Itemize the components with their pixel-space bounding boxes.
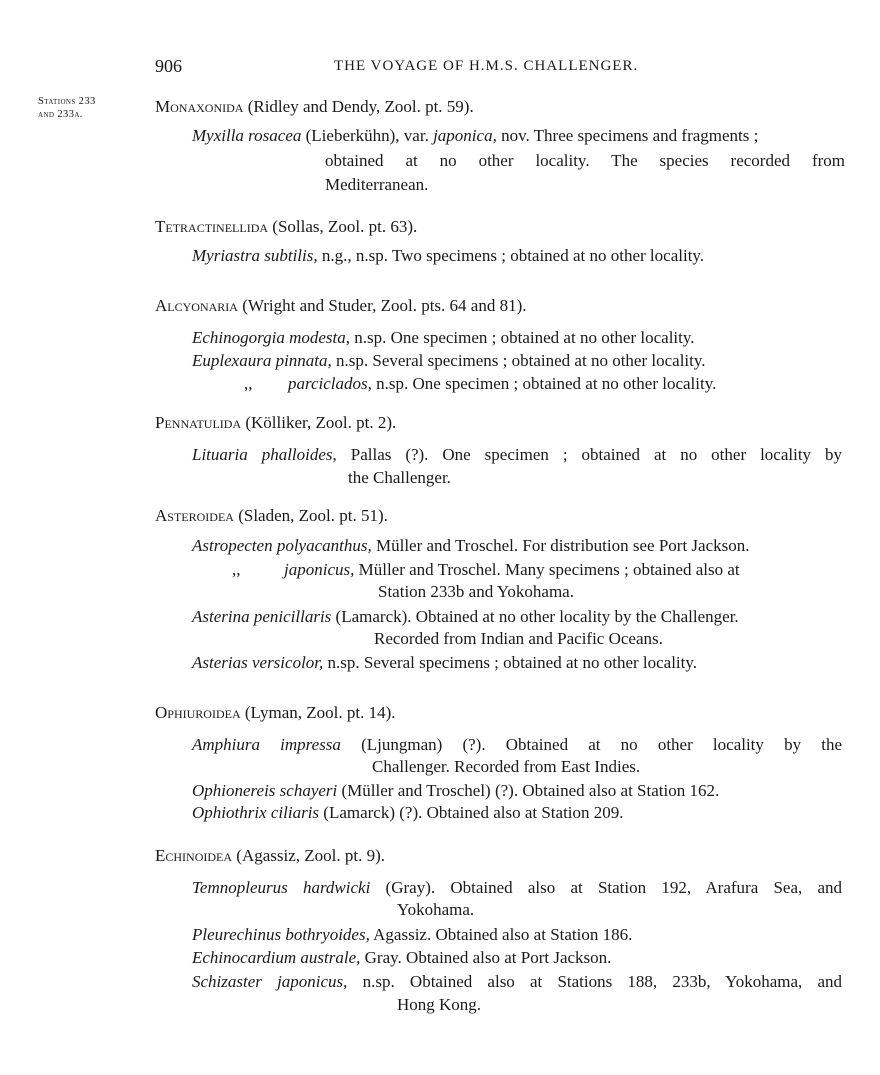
sidenote-stations-cont: and 233a. [38,109,83,120]
species-note: (Gray). Obtained also at Station 192, Arafura Sea, and [385,878,843,897]
species-entry [192,972,842,992]
species-note: Pallas (?). One specimen ; obtained at no other locality by [350,445,843,464]
species-note: n.sp. One specimen ; obtained at no other locality. [354,328,695,347]
group-name: Asteroidea [155,506,234,525]
species-entry [288,374,716,394]
species-name: Schizaster japonicus, [192,972,348,991]
section-heading-monaxonida [155,97,474,117]
species-name: Amphiura impressa [192,735,341,754]
species-entry [192,328,695,348]
species-name: Myxilla rosacea [192,126,302,145]
sidenote-stations: Stations 233 [38,96,96,107]
species-name: Lituaria phalloides, [192,445,337,464]
species-note: n.g., n.sp. Two specimens ; obtained at no other locality. [321,246,705,265]
species-note: (Müller and Troschel) (?). Obtained also at Station 162. [341,781,720,800]
section-heading-alcyonaria [155,296,527,316]
species-name: Myriastra subtilis, [192,246,318,265]
species-note: n.sp. Obtained also at Stations 188, 233b, Yokohama, and [362,972,843,991]
species-note: n.sp. One specimen ; obtained at no other locality. [376,374,717,393]
species-note-cont: Challenger. Recorded from East Indies. [372,757,641,776]
species-entry [192,445,842,465]
species-name: Ophionereis schayeri [192,781,338,800]
species-entry [284,560,740,580]
species-name: Ophiothrix ciliaris [192,803,320,822]
group-reference: (Lyman, Zool. pt. 14). [244,703,396,722]
species-name: Euplexaura pinnata, [192,351,332,370]
species-entry [192,653,697,673]
species-note: nov. Three specimens and fragments ; [501,126,759,145]
section-heading-echinoidea [155,846,385,866]
species-entry [192,803,624,823]
species-entry [192,925,632,945]
species-entry [192,351,706,371]
species-note: n.sp. Several specimens ; obtained at no other locality. [336,351,706,370]
species-name: japonicus, [284,560,355,579]
species-name: Echinogorgia modesta, [192,328,351,347]
species-note: Gray. Obtained also at Port Jackson. [364,948,612,967]
species-note: Müller and Troschel. For distribution see Port Jackson. [375,536,750,555]
group-name: Tetractinellida [155,217,269,236]
group-reference: (Sollas, Zool. pt. 63). [272,217,418,236]
ditto-mark: ,, [232,560,241,579]
species-entry [192,126,758,146]
group-name: Monaxonida [155,97,244,116]
section-heading-pennatulida [155,413,396,433]
group-name: Pennatulida [155,413,242,432]
species-name: Asterina penicillaris [192,607,332,626]
group-reference: (Wright and Studer, Zool. pts. 64 and 81). [242,296,527,315]
group-name: Echinoidea [155,846,233,865]
species-entry [192,878,842,898]
group-reference: (Ridley and Dendy, Zool. pt. 59). [247,97,474,116]
species-name: Pleurechinus bothryoides, [192,925,370,944]
species-entry [192,781,719,801]
species-entry [192,948,611,968]
species-name: Echinocardium australe, [192,948,361,967]
species-note-cont: Hong Kong. [397,995,482,1014]
group-name: Alcyonaria [155,296,238,315]
species-name: Astropecten polyacanthus, [192,536,372,555]
species-note-cont: obtained at no other locality. The species recorded from [325,151,845,170]
section-heading-tetractinellida [155,217,417,237]
species-note: (Lamarck). Obtained at no other locality by the Challenger. [335,607,739,626]
group-reference: (Agassiz, Zool. pt. 9). [236,846,386,865]
species-name: Asterias versicolor, [192,653,324,672]
species-entry [192,607,739,627]
species-note: Agassiz. Obtained also at Station 186. [373,925,633,944]
species-note: (Lamarck) (?). Obtained also at Station 209. [323,803,624,822]
species-note-cont: Station 233b and Yokohama. [378,582,574,601]
species-entry [192,536,750,556]
group-name: Ophiuroidea [155,703,241,722]
species-name: Temnopleurus hardwicki [192,878,371,897]
species-note-cont: Yokohama. [397,900,475,919]
species-note-cont: Recorded from Indian and Pacific Oceans. [374,629,663,648]
species-note-cont: Mediterranean. [325,175,429,194]
species-note: (Ljungman) (?). Obtained at no other locality by the [361,735,843,754]
group-reference: (Sladen, Zool. pt. 51). [238,506,388,525]
section-heading-asteroidea [155,506,388,526]
species-author: (Lieberkühn), var. [305,126,429,145]
species-name: parciclados, [288,374,372,393]
species-note-cont: the Challenger. [348,468,451,487]
species-note: Müller and Troschel. Many specimens ; obtained also at [358,560,740,579]
species-entry [192,735,842,755]
variety-name: japonica, [433,126,497,145]
section-heading-ophiuroidea [155,703,395,723]
group-reference: (Kölliker, Zool. pt. 2). [245,413,397,432]
species-entry [192,246,704,266]
page-number: 906 [155,56,182,76]
running-head: THE VOYAGE OF H.M.S. CHALLENGER. [334,58,639,74]
species-note: n.sp. Several specimens ; obtained at no other locality. [327,653,698,672]
ditto-mark: ,, [244,374,253,393]
